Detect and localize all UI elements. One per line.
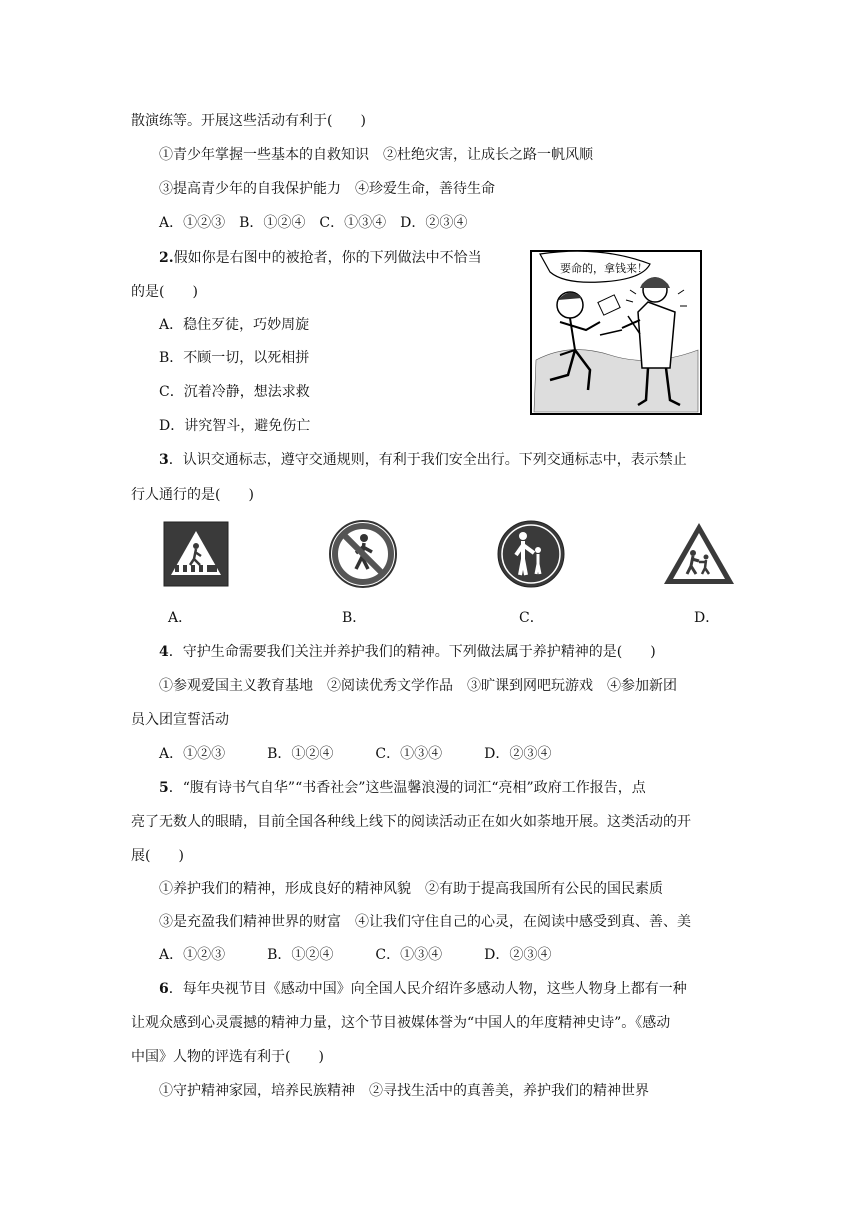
text-line: 亮了无数人的眼睛，目前全国各种线上线下的阅读活动正在如火如荼地开展。这类活动的开 xyxy=(131,814,691,830)
question-number: 4 xyxy=(159,644,169,660)
text-line: ①参观爱国主义教育基地 ②阅读优秀文学作品 ③旷课到网吧玩游戏 ④参加新团 xyxy=(159,678,677,694)
text: 假如你是右图中的被抢者，你的下列做法中不恰当 xyxy=(173,250,482,266)
text: ．认识交通标志，遵守交通规则，有利于我们安全出行。下列交通标志中，表示禁止 xyxy=(168,452,687,468)
crosswalk-sign-icon xyxy=(163,521,229,587)
text-line: ①养护我们的精神，形成良好的精神风貌 ②有助于提高我国所有公民的国民素质 xyxy=(159,881,663,897)
option-line: B．不顾一切，以死相拼 xyxy=(159,350,310,366)
question-5-stem xyxy=(159,778,646,798)
text-line: ①青少年掌握一些基本的自救知识 ②杜绝灾害，让成长之路一帆风顺 xyxy=(159,147,593,163)
text-line: ③是充盈我们精神世界的财富 ④让我们守住自己的心灵，在阅读中感受到真、善、美 xyxy=(159,914,691,930)
text-line: 员入团宣誓活动 xyxy=(131,712,229,728)
sign-c-label: C． xyxy=(519,610,544,626)
text-line: 展( ) xyxy=(131,848,184,864)
question-number: 3 xyxy=(159,452,169,468)
speech-bubble-text: 要命的，拿钱来！ xyxy=(560,262,648,275)
sign-a-label: A． xyxy=(168,610,193,626)
children-warning-sign-icon xyxy=(662,521,736,587)
option-line: C．沉着冷静，想法求救 xyxy=(159,384,310,400)
sign-b-label: B． xyxy=(342,610,367,626)
text-line: ①守护精神家园，培养民族精神 ②寻找生活中的真善美，养护我们的精神世界 xyxy=(159,1083,649,1099)
question-number: 6 xyxy=(159,981,169,997)
option-line: A．稳住歹徒，巧妙周旋 xyxy=(159,317,310,333)
text: ．每年央视节目《感动中国》向全国人民介绍许多感动人物，这些人物身上都有一种 xyxy=(168,981,687,997)
answer-options: A．①②③ B．①②④ C．①③④ D．②③④ xyxy=(159,215,468,231)
text-line: 行人通行的是( ) xyxy=(131,487,254,503)
question-number: 2. xyxy=(159,250,174,266)
question-4-stem xyxy=(159,642,656,662)
text-line: 中国》人物的评选有利于( ) xyxy=(131,1049,324,1065)
question-number: 5 xyxy=(159,780,169,796)
text: ．守护生命需要我们关注并养护我们的精神。下列做法属于养护精神的是( ) xyxy=(168,644,656,660)
answer-options: A．①②③ B．①②④ C．①③④ D．②③④ xyxy=(159,947,552,963)
question-3-stem xyxy=(159,450,687,470)
answer-options: A．①②③ B．①②④ C．①③④ D．②③④ xyxy=(159,746,552,762)
text-line: 散演练等。开展这些活动有利于( ) xyxy=(131,113,366,129)
pedestrian-path-sign-icon xyxy=(496,519,566,589)
robbery-cartoon xyxy=(530,250,702,415)
option-line: D．讲究智斗，避免伤亡 xyxy=(159,418,311,434)
text-line: ③提高青少年的自我保护能力 ④珍爱生命，善待生命 xyxy=(159,181,495,197)
no-pedestrian-sign-icon xyxy=(328,519,398,589)
question-2-stem xyxy=(159,248,482,268)
text-line: 让观众感到心灵震撼的精神力量，这个节目被媒体誉为“中国人的年度精神史诗”。《感动 xyxy=(131,1015,671,1031)
text: ．“腹有诗书气自华”“书香社会”这些温馨浪漫的词汇“亮相”政府工作报告，点 xyxy=(168,780,646,796)
question-6-stem xyxy=(159,979,687,999)
sign-d-label: D． xyxy=(694,610,720,626)
text-line: 的是( ) xyxy=(131,284,198,300)
